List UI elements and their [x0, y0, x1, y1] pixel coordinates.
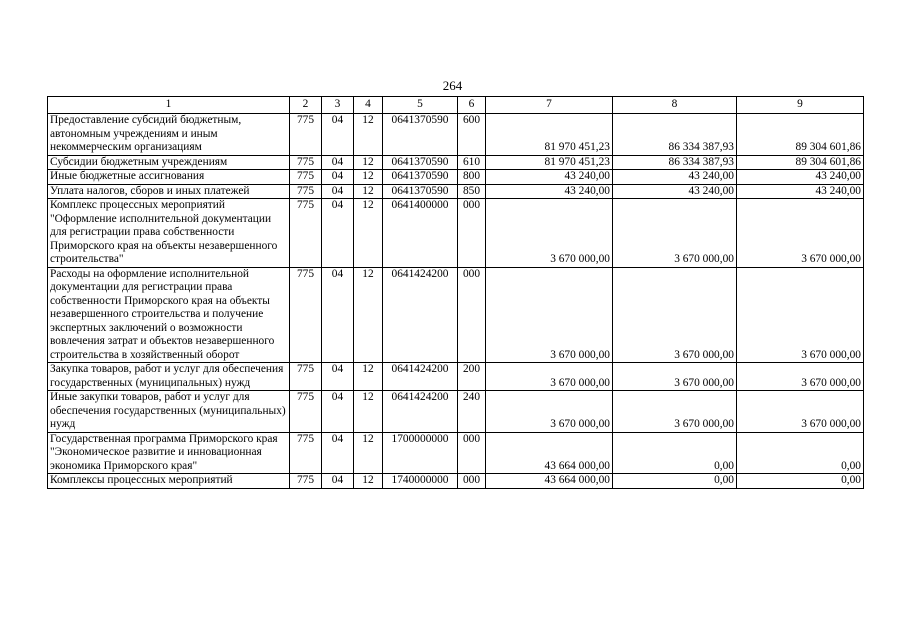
- amount-cell: 86 334 387,93: [613, 155, 737, 170]
- code-cell: 12: [354, 432, 383, 474]
- amount-cell: 3 670 000,00: [486, 391, 613, 433]
- row-name-cell: Расходы на оформление исполнительной документации для регистрации права собственности Приморского края на объекты незавершенного строительства и получение экспертных заключений о возможности вовлечения затрат и объектов незавершенного строительства в хозяйственный оборот: [48, 267, 290, 363]
- amount-cell: 43 240,00: [613, 170, 737, 185]
- header-cell: 8: [613, 97, 737, 114]
- table-row: [48, 155, 864, 170]
- code-cell: 12: [354, 267, 383, 363]
- amount-cell: 89 304 601,86: [737, 155, 864, 170]
- code-cell: 1740000000: [383, 474, 458, 489]
- code-cell: 775: [290, 114, 322, 156]
- amount-cell: 3 670 000,00: [613, 391, 737, 433]
- code-cell: 04: [322, 184, 354, 199]
- code-cell: 04: [322, 155, 354, 170]
- code-cell: 04: [322, 432, 354, 474]
- table-row: [48, 267, 864, 363]
- header-cell: 2: [290, 97, 322, 114]
- amount-cell: 0,00: [613, 432, 737, 474]
- amount-cell: 43 240,00: [486, 170, 613, 185]
- amount-cell: 43 240,00: [737, 184, 864, 199]
- header-cell: 7: [486, 97, 613, 114]
- code-cell: 0641424200: [383, 363, 458, 391]
- amount-cell: 81 970 451,23: [486, 114, 613, 156]
- code-cell: 000: [458, 432, 486, 474]
- code-cell: 12: [354, 155, 383, 170]
- code-cell: 000: [458, 474, 486, 489]
- amount-cell: 3 670 000,00: [613, 363, 737, 391]
- table-row: [48, 363, 864, 391]
- table-row: [48, 184, 864, 199]
- code-cell: 775: [290, 474, 322, 489]
- amount-cell: 0,00: [737, 432, 864, 474]
- amount-cell: 43 240,00: [737, 170, 864, 185]
- row-name-cell: Комплекс процессных мероприятий "Оформление исполнительной документации для регистрации права собственности Приморского края на объекты незавершенного строительства": [48, 199, 290, 268]
- table-row: [48, 170, 864, 185]
- table-row: [48, 391, 864, 433]
- code-cell: 12: [354, 184, 383, 199]
- row-name-cell: Комплексы процессных мероприятий: [48, 474, 290, 489]
- code-cell: 12: [354, 170, 383, 185]
- code-cell: 04: [322, 199, 354, 268]
- table-row: [48, 114, 864, 156]
- code-cell: 610: [458, 155, 486, 170]
- code-cell: 04: [322, 267, 354, 363]
- code-cell: 0641370590: [383, 155, 458, 170]
- amount-cell: 3 670 000,00: [737, 267, 864, 363]
- amount-cell: 86 334 387,93: [613, 114, 737, 156]
- code-cell: 0641400000: [383, 199, 458, 268]
- amount-cell: 43 664 000,00: [486, 474, 613, 489]
- code-cell: 000: [458, 199, 486, 268]
- code-cell: 12: [354, 114, 383, 156]
- code-cell: 775: [290, 363, 322, 391]
- amount-cell: 81 970 451,23: [486, 155, 613, 170]
- amount-cell: 3 670 000,00: [486, 363, 613, 391]
- code-cell: 850: [458, 184, 486, 199]
- code-cell: 0641424200: [383, 267, 458, 363]
- amount-cell: 89 304 601,86: [737, 114, 864, 156]
- amount-cell: 3 670 000,00: [737, 391, 864, 433]
- code-cell: 04: [322, 170, 354, 185]
- code-cell: 775: [290, 432, 322, 474]
- amount-cell: 43 240,00: [486, 184, 613, 199]
- code-cell: 12: [354, 474, 383, 489]
- code-cell: 12: [354, 363, 383, 391]
- table-row: [48, 474, 864, 489]
- row-name-cell: Государственная программа Приморского края "Экономическое развитие и инновационная экономика Приморского края": [48, 432, 290, 474]
- amount-cell: 3 670 000,00: [613, 199, 737, 268]
- amount-cell: 43 664 000,00: [486, 432, 613, 474]
- row-name-cell: Предоставление субсидий бюджетным, автономным учреждениям и иным некоммерческим организациям: [48, 114, 290, 156]
- code-cell: 0641370590: [383, 170, 458, 185]
- amount-cell: 3 670 000,00: [737, 363, 864, 391]
- amount-cell: 3 670 000,00: [737, 199, 864, 268]
- header-cell: 3: [322, 97, 354, 114]
- code-cell: 04: [322, 363, 354, 391]
- code-cell: 12: [354, 391, 383, 433]
- table-row: [48, 432, 864, 474]
- code-cell: 240: [458, 391, 486, 433]
- budget-table: [47, 96, 864, 489]
- page-number: 264: [442, 78, 463, 93]
- code-cell: 04: [322, 391, 354, 433]
- code-cell: 04: [322, 114, 354, 156]
- header-cell: 1: [48, 97, 290, 114]
- amount-cell: 3 670 000,00: [486, 199, 613, 268]
- code-cell: 000: [458, 267, 486, 363]
- code-cell: 04: [322, 474, 354, 489]
- code-cell: 775: [290, 267, 322, 363]
- code-cell: 775: [290, 199, 322, 268]
- header-cell: 9: [737, 97, 864, 114]
- code-cell: 775: [290, 184, 322, 199]
- amount-cell: 3 670 000,00: [613, 267, 737, 363]
- amount-cell: 0,00: [613, 474, 737, 489]
- row-name-cell: Иные закупки товаров, работ и услуг для обеспечения государственных (муниципальных) нужд: [48, 391, 290, 433]
- row-name-cell: Иные бюджетные ассигнования: [48, 170, 290, 185]
- amount-cell: 3 670 000,00: [486, 267, 613, 363]
- code-cell: 600: [458, 114, 486, 156]
- row-name-cell: Уплата налогов, сборов и иных платежей: [48, 184, 290, 199]
- header-row: [48, 97, 864, 114]
- row-name-cell: Закупка товаров, работ и услуг для обеспечения государственных (муниципальных) нужд: [48, 363, 290, 391]
- code-cell: 775: [290, 155, 322, 170]
- code-cell: 1700000000: [383, 432, 458, 474]
- header-cell: 4: [354, 97, 383, 114]
- code-cell: 0641370590: [383, 184, 458, 199]
- amount-cell: 0,00: [737, 474, 864, 489]
- table-row: [48, 199, 864, 268]
- code-cell: 775: [290, 170, 322, 185]
- code-cell: 0641424200: [383, 391, 458, 433]
- code-cell: 0641370590: [383, 114, 458, 156]
- header-cell: 5: [383, 97, 458, 114]
- code-cell: 775: [290, 391, 322, 433]
- header-cell: 6: [458, 97, 486, 114]
- amount-cell: 43 240,00: [613, 184, 737, 199]
- code-cell: 12: [354, 199, 383, 268]
- code-cell: 800: [458, 170, 486, 185]
- code-cell: 200: [458, 363, 486, 391]
- row-name-cell: Субсидии бюджетным учреждениям: [48, 155, 290, 170]
